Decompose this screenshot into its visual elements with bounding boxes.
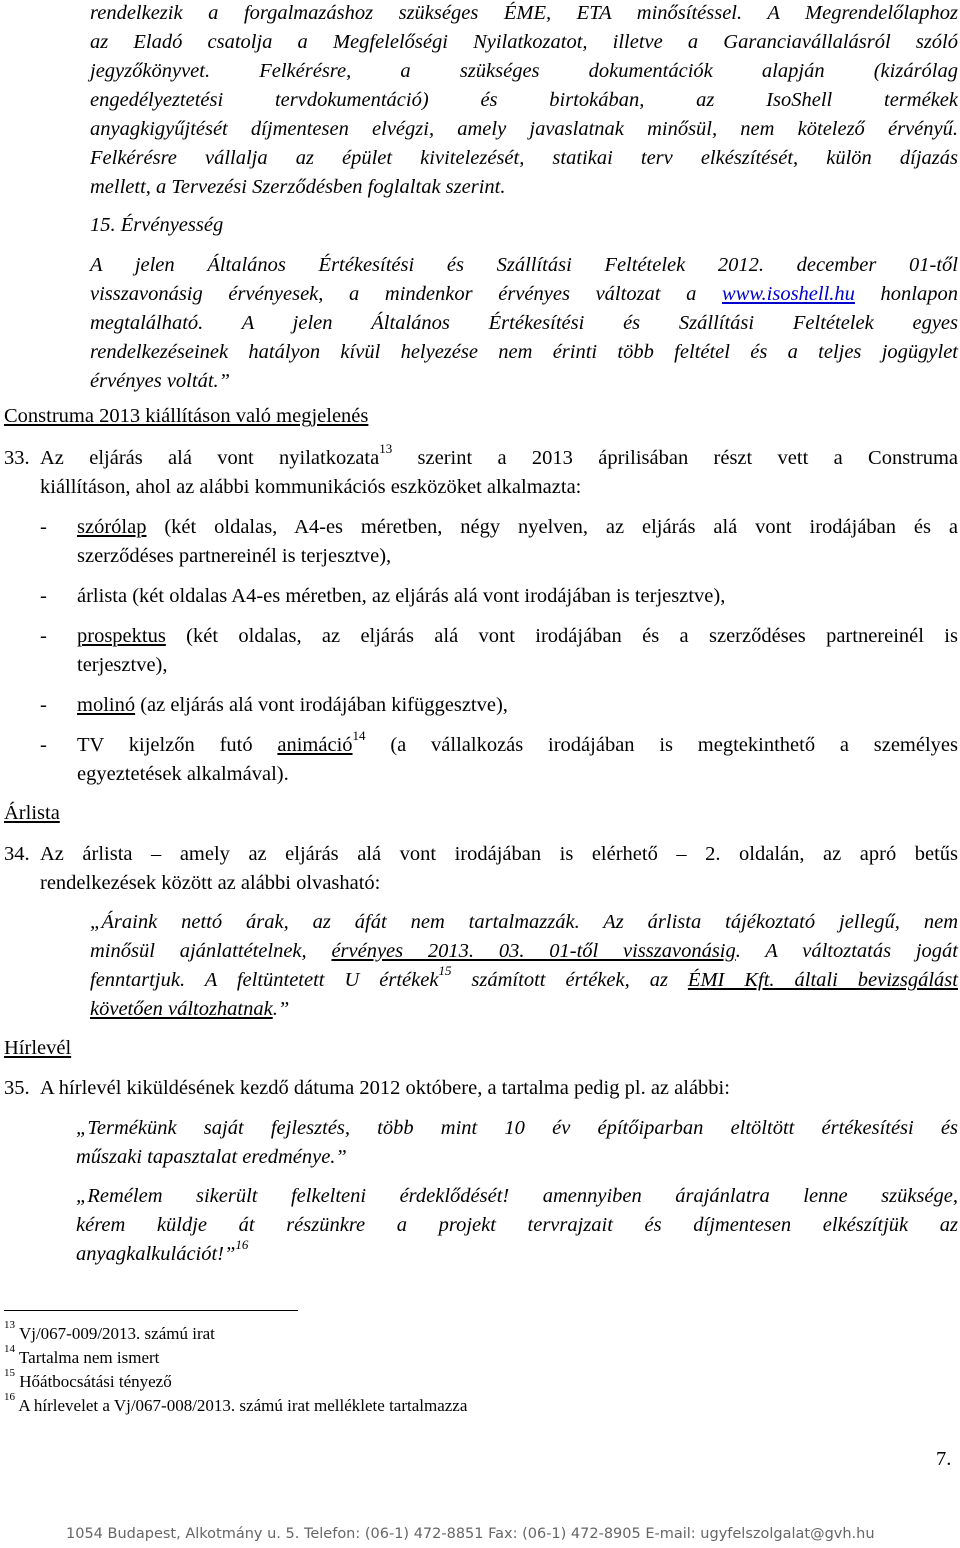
text-line: anyagkigyűjtését díjmentesen elvégzi, amely javaslatnak minősül, nem kötelező érvényű. <box>90 118 958 140</box>
text-line: terjesztve), <box>77 654 168 676</box>
text-line: Felkérésre vállalja az épület kivitelezését, statikai terv elkészítését, külön díjazás <box>90 147 958 169</box>
text-line: visszavonásig érvényesek, a mindenkor érvényes változat a www.isoshell.hu honlapon <box>90 283 959 305</box>
footnote-separator <box>4 1310 298 1311</box>
text-line: az Eladó csatolja a Megfelelőségi Nyilatkozatot, illetve a Garanciavállalásról szóló <box>90 31 958 53</box>
text-line: „Termékünk saját fejlesztés, több mint 10 év építőiparban eltöltött értékesítési és <box>76 1117 958 1139</box>
paragraph-number: 34. <box>4 843 30 865</box>
text-line: minősül ajánlattételnek, érvényes 2013. 03. 01-től visszavonásig. A változtatás jogát <box>90 940 958 962</box>
text-line: TV kijelzőn futó animáció$^{14}$ (a vállalkozás irodájában is megtekinthető a személyes <box>77 728 958 756</box>
text-line: rendelkezéseinek hatályon kívül helyezése nem érinti több feltétel és a teljes jogügylet <box>90 341 958 363</box>
arlista-heading: Árlista <box>4 802 60 824</box>
text-line: „Remélem sikerült felkelteni érdeklődését! amennyiben árajánlatra lenne szüksége, <box>76 1185 958 1207</box>
text-line: „Áraink nettó árak, az áfát nem tartalmazzák. Az árlista tájékoztató jellegű, nem <box>90 911 958 933</box>
footnote: $^{13}$ Vj/067-009/2013. számú irat <box>4 1319 215 1343</box>
hirlevel-heading: Hírlevél <box>4 1037 72 1059</box>
construma-heading: Construma 2013 kiállításon való megjelenés <box>4 405 369 427</box>
text-line: rendelkezik a forgalmazáshoz szükséges ÉME, ETA minősítéssel. A Megrendelőlaphoz <box>90 2 958 24</box>
text-line: árlista (két oldalas A4-es méretben, az eljárás alá vont irodájában is terjesztve), <box>77 585 726 607</box>
paragraph-number: 35. <box>4 1077 30 1099</box>
section-heading: 15. Érvényesség <box>90 214 224 236</box>
text-line: mellett, a Tervezési Szerződésben foglaltak szerint. <box>90 176 506 198</box>
text-line: kiállításon, ahol az alábbi kommunikációs eszközöket alkalmazta: <box>40 476 582 498</box>
footnote-ref: 15 <box>438 963 452 978</box>
text-line: követően változhatnak.” <box>90 998 290 1020</box>
text-line: jegyzőkönyvet. Felkérésre, a szükséges dokumentációk alapján (kizárólag <box>90 60 958 82</box>
text-line: műszaki tapasztalat eredménye.” <box>76 1146 347 1168</box>
text-line: A hírlevél kiküldésének kezdő dátuma 2012 októbere, a tartalma pedig pl. az alábbi: <box>40 1077 730 1099</box>
bullet-dash: - <box>40 516 47 538</box>
text-line: molinó (az eljárás alá vont irodájában kifüggesztve), <box>77 694 508 716</box>
footnote-ref: 13 <box>379 441 393 456</box>
bullet-dash: - <box>40 734 47 756</box>
text-line: Az eljárás alá vont nyilatkozata$^{13}$ szerint a 2013 áprilisában részt vett a Construma <box>40 441 958 469</box>
isoshell-link[interactable]: www.isoshell.hu <box>722 283 855 305</box>
text-line: szerződéses partnereinél is terjesztve), <box>77 545 392 567</box>
text-line: engedélyeztetési tervdokumentáció) és birtokában, az IsoShell termékek <box>90 89 958 111</box>
paragraph-number: 33. <box>4 447 30 469</box>
page-number: 7. <box>936 1448 952 1470</box>
bullet-dash: - <box>40 694 47 716</box>
footnote: $^{16}$ A hírlevelet a Vj/067-008/2013. számú irat melléklete tartalmazza <box>4 1391 468 1415</box>
footnote: $^{15}$ Hőátbocsátási tényező <box>4 1367 172 1391</box>
text-line: Az árlista – amely az eljárás alá vont irodájában is elérhető – 2. oldalán, az apró betűs <box>40 843 958 865</box>
bullet-dash: - <box>40 585 47 607</box>
page-footer: 1054 Budapest, Alkotmány u. 5. Telefon: (06-1) 472-8851 Fax: (06-1) 472-8905 E-mail: ugyfelszolgalat@gvh.hu <box>66 1526 875 1542</box>
text-line: fenntartjuk. A feltüntetett U értékek$^{15}$ számított értékek, az ÉMI Kft. általi bevizsgálást <box>90 963 958 991</box>
footnote-ref: 16 <box>235 1237 249 1252</box>
text-line: rendelkezések között az alábbi olvasható: <box>40 872 381 894</box>
text-line: prospektus (két oldalas, az eljárás alá vont irodájában és a szerződéses partnereinél is <box>77 625 958 647</box>
text-line: anyagkalkulációt!”$^{16}$ <box>76 1237 249 1265</box>
bullet-dash: - <box>40 625 47 647</box>
footnote: $^{14}$ Tartalma nem ismert <box>4 1343 160 1367</box>
text-line: A jelen Általános Értékesítési és Szállítási Feltételek 2012. december 01-től <box>90 254 958 276</box>
text-line: kérem küldje át részünkre a projekt tervrajzait és díjmentesen elkészítjük az <box>76 1214 958 1236</box>
text-line: megtalálható. A jelen Általános Értékesítési és Szállítási Feltételek egyes <box>90 312 958 334</box>
text-line: érvényes voltát.” <box>90 370 231 392</box>
footnote-ref: 14 <box>352 728 366 743</box>
text-line: egyeztetések alkalmával). <box>77 763 289 785</box>
text-line: szórólap (két oldalas, A4-es méretben, négy nyelven, az eljárás alá vont irodájában és a <box>77 516 958 538</box>
